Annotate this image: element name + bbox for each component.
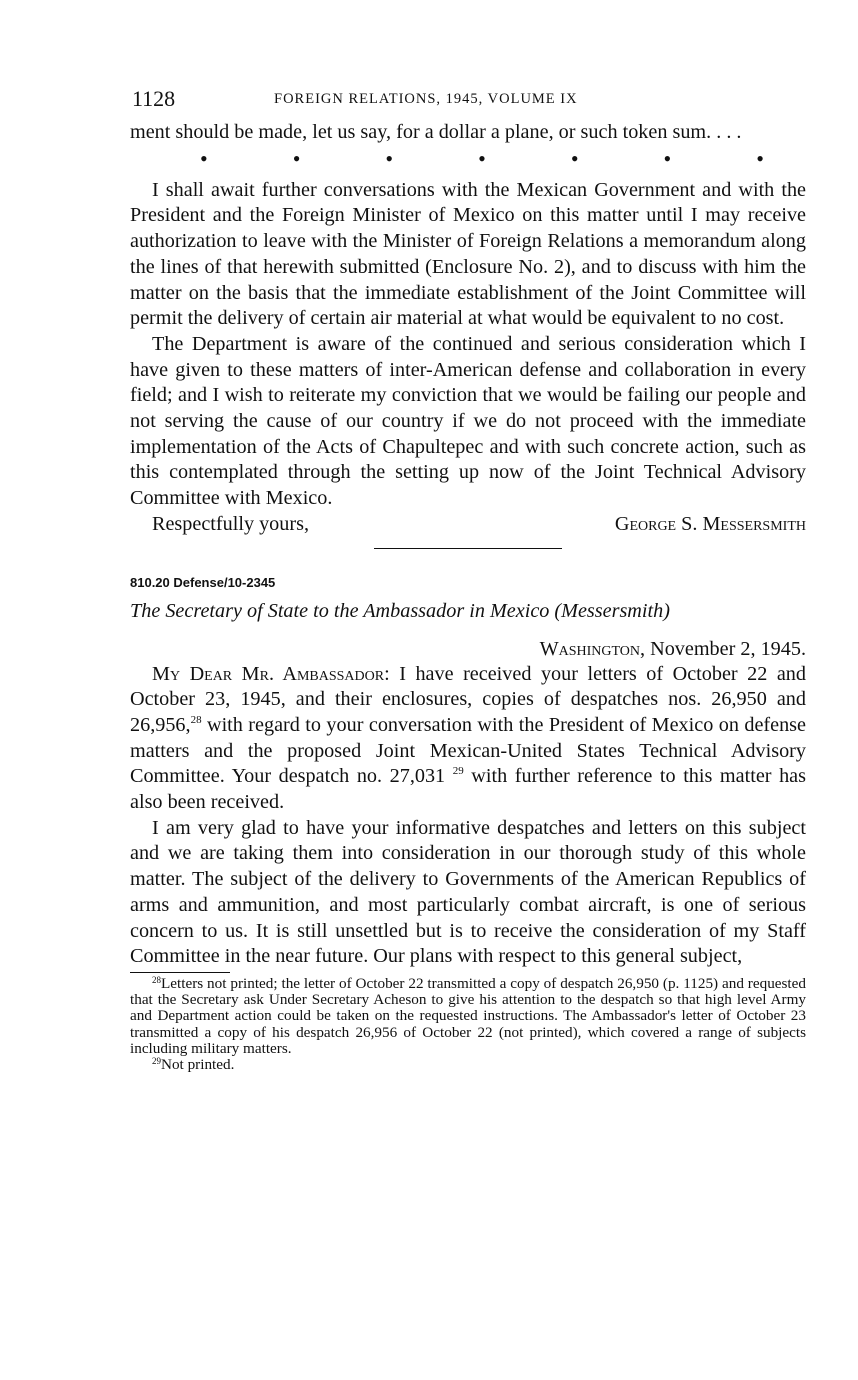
footnote-mark: 29 <box>152 1056 161 1066</box>
letter-paragraph: I shall await further conversations with the Mexican Government and with the President and the Foreign Minister of Mexico on this matter until I may receive authorization to leave with the Minister of Foreign Relations a memorandum along the lines of that herewith submitted (Enclosure No. 2), and to discuss with him the matter on the basis that the immediate establishment of the Joint Committee will permit the delivery of certain air material at what would be equivalent to no cost. <box>130 178 806 330</box>
ellipsis-dot: • <box>200 145 208 171</box>
ellipsis-dot: • <box>292 145 301 171</box>
ellipsis-dot: • <box>663 145 672 171</box>
footnote <box>130 1057 806 1073</box>
letter-paragraph: The Department is aware of the continued and serious consideration which I have given to these matters of inter-American defense and collaboration in every field; and I wish to reiterate my conviction that we would be failing our people and not serving the cause of our country if we do not proceed with the immediate implementation of the Acts of Chapultepec and with such concrete action, such as this contemplated through the setting up now of the Joint Technical Advisory Committee with Mexico. <box>130 332 806 510</box>
letter-paragraph <box>130 662 806 816</box>
page-header <box>130 80 806 120</box>
footnote <box>130 976 806 1057</box>
continued-paragraph: ment should be made, let us say, for a dollar a plane, or such token sum. . . . <box>130 121 742 143</box>
dateline <box>130 636 806 662</box>
document-page <box>130 80 806 1073</box>
footnote-ref: 29 <box>452 765 464 778</box>
paragraph-text: with further reference to this matter has also been received. <box>130 765 806 814</box>
running-title: FOREIGN RELATIONS, 1945, VOLUME IX <box>274 91 578 107</box>
salutation: My Dear Mr. Ambassador <box>152 662 385 685</box>
footnote-text: Not printed. <box>161 1056 235 1073</box>
section-divider <box>374 548 562 549</box>
date: , November 2, 1945. <box>640 637 806 660</box>
footnote-rule <box>130 972 230 973</box>
closing: Respectfully yours, <box>152 512 309 535</box>
signature: George S. Messersmith <box>614 512 806 535</box>
ellipsis-dot: • <box>756 145 764 171</box>
ellipsis-dot: • <box>570 145 579 171</box>
letter-paragraph: I am very glad to have your informative despatches and letters on this subject and we are taking them into consideration in our thorough study of this whole matter. The subject of the delivery to Governments of the American Republics of arms and ammunition, and most particularly combat aircraft, is one of serious concern to us. It is still unsettled but is to receive the consideration of my Staff Committee in the near future. Our plans with respect to this general subject, <box>130 816 806 968</box>
file-number: 810.20 Defense/10-2345 <box>130 574 276 590</box>
footnote-ref: 28 <box>190 713 202 726</box>
signature-line <box>130 512 806 538</box>
document-title: The Secretary of State to the Ambassador in Mexico (Messersmith) <box>130 599 670 622</box>
page-number: 1128 <box>132 86 176 111</box>
ellipsis-dot: • <box>478 145 486 171</box>
footnote-mark: 28 <box>152 974 161 985</box>
ellipsis-row <box>130 145 806 171</box>
paragraph-text: : I have received your letters of October 22 and October 23, 1945, and their enclosures, copies of despatches nos. 26,950 and 26,956, <box>130 662 806 736</box>
place: Washington <box>539 637 641 660</box>
footnote-text: Letters not printed; the letter of October 22 transmitted a copy of despatch 26,950 (p. 1125) and requested that the Secretary ask Under Secretary Acheson to give his attention to the despatch so that high level Army and Department action could be taken on the requested instructions. The Ambassador's letter of October 23 transmitted a copy of his despatch 26,956 of October 22 (not printed), which covered a range of subjects including military matters. <box>130 974 806 1057</box>
paragraph-text: with regard to your conversation with the President of Mexico on defense matters and the proposed Joint Mexican-United States Technical Advisory Committee. Your despatch no. 27,031 <box>130 713 806 788</box>
ellipsis-dot: • <box>385 145 394 171</box>
